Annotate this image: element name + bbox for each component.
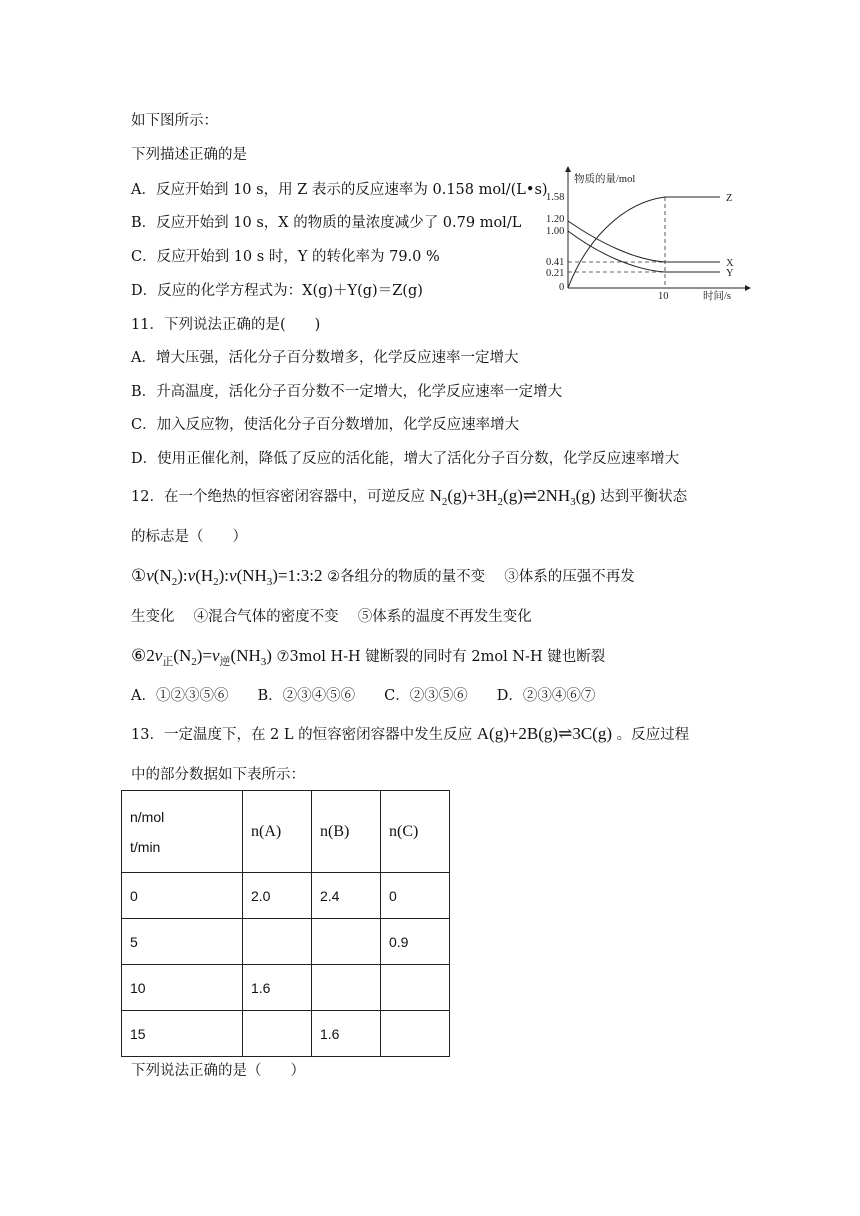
q12-item-line-3 bbox=[131, 646, 605, 668]
q11-option-a: A．增大压强，活化分子百分数增多，化学反应速率一定增大 bbox=[131, 350, 519, 366]
q11-option-c: C．加入反应物，使活化分子百分数增加，化学反应速率增大 bbox=[131, 417, 520, 433]
series-x-line bbox=[568, 221, 720, 262]
q12-equation: $N_2(g)+3H_2(g)\rightleftharpoons 2NH_3(g)$ bbox=[429, 486, 596, 508]
series-z-line bbox=[568, 197, 720, 288]
table-cell: 2.4 bbox=[312, 873, 381, 919]
table-row bbox=[122, 919, 450, 965]
q12-stem-start: 12．在一个绝热的恒容密闭容器中，可逆反应 bbox=[131, 489, 425, 505]
q12-stem-end: 达到平衡状态 bbox=[600, 489, 688, 505]
q12-answers: A．①②③⑤⑥ B．②③④⑤⑥ C．②③⑤⑥ D．②③④⑥⑦ bbox=[131, 688, 596, 704]
table-corner-header bbox=[122, 791, 243, 873]
table-header-row bbox=[122, 791, 450, 873]
series-y-line bbox=[568, 231, 720, 272]
table-cell: 2.0 bbox=[243, 873, 312, 919]
intro-text: 如下图所示： bbox=[131, 113, 218, 129]
amount-time-chart bbox=[540, 163, 755, 303]
table-cell bbox=[312, 919, 381, 965]
header-unit-mol: n/mol bbox=[130, 808, 165, 825]
q10-option-c: C．反应开始到 10 s 时，Y 的转化率为 79.0 % bbox=[131, 249, 440, 265]
q13-equation: A(g)+2B(g)⇌3C(g) bbox=[476, 724, 613, 743]
y-tick-100: 1.00 bbox=[546, 226, 565, 237]
table-row bbox=[122, 965, 450, 1011]
table-cell bbox=[312, 965, 381, 1011]
table-cell bbox=[381, 965, 450, 1011]
q10-option-b: B．反应开始到 10 s，X 的物质的量浓度减少了 0.79 mol/L bbox=[131, 215, 522, 231]
q12-items-2-3: ②各组分的物质的量不变 ③体系的压强不再发 bbox=[327, 569, 635, 585]
q11-option-b: B．升高温度，活化分子百分数不一定增大，化学反应速率一定增大 bbox=[131, 384, 563, 400]
column-header-b: n(B) bbox=[312, 791, 381, 873]
q10-option-d: D．反应的化学方程式为：X(g)＋Y(g)＝Z(g) bbox=[131, 283, 423, 299]
y-tick-120: 1.20 bbox=[546, 214, 565, 225]
q12-stem-2: 的标志是（ ） bbox=[131, 529, 247, 545]
table-cell: 5 bbox=[122, 919, 243, 965]
x-tick-10: 10 bbox=[658, 291, 669, 302]
table-row bbox=[122, 873, 450, 919]
table-cell bbox=[243, 919, 312, 965]
q12-rate-ratio: $①v(N_2):v(H_2):v(NH_3)=1:3:2$ bbox=[131, 566, 323, 588]
table-cell bbox=[243, 1011, 312, 1057]
series-z-label: Z bbox=[726, 193, 733, 204]
table-cell: 0.9 bbox=[381, 919, 450, 965]
series-x-label: X bbox=[726, 258, 734, 269]
table-cell: 1.6 bbox=[312, 1011, 381, 1057]
q13-data-table bbox=[121, 790, 450, 1057]
q12-stem bbox=[131, 486, 687, 508]
q10-option-a: A．反应开始到 10 s，用 Z 表示的反应速率为 0.158 mol/(L•s) bbox=[131, 182, 548, 198]
q11-stem: 11．下列说法正确的是( ) bbox=[131, 317, 321, 333]
x-axis-label: 时间/s bbox=[703, 291, 732, 302]
column-header-a: n(A) bbox=[243, 791, 312, 873]
q11-option-d: D．使用正催化剂，降低了反应的活化能，增大了活化分子百分数，化学反应速率增大 bbox=[131, 451, 680, 467]
y-tick-158: 1.58 bbox=[546, 192, 565, 203]
q13-stem bbox=[131, 724, 689, 745]
q13-stem-2: 中的部分数据如下表所示： bbox=[131, 767, 305, 783]
q12-item-line-2: 生变化 ④混合气体的密度不变 ⑤体系的温度不再发生变化 bbox=[131, 609, 532, 625]
q12-item-line-1 bbox=[131, 566, 635, 588]
q13-stem-start: 13．一定温度下，在 2 L 的恒容密闭容器中发生反应 bbox=[131, 727, 473, 743]
q12-item-7: ⑦3mol H-H 键断裂的同时有 2mol N-H 键也断裂 bbox=[276, 649, 606, 665]
column-header-c: n(C) bbox=[381, 791, 450, 873]
q12-rate-equality: $⑥2v_正(N_2)=v_逆(NH_3)$ bbox=[131, 646, 272, 668]
table-cell: 0 bbox=[381, 873, 450, 919]
q13-footer: 下列说法正确的是（ ） bbox=[131, 1063, 305, 1079]
q13-stem-end: 。反应过程 bbox=[616, 727, 690, 743]
origin-label: 0 bbox=[559, 282, 565, 293]
series-y-label: Y bbox=[726, 268, 734, 279]
y-axis-label: 物质的量/mol bbox=[574, 174, 636, 185]
table-cell: 1.6 bbox=[243, 965, 312, 1011]
header-unit-time: t/min bbox=[130, 838, 161, 855]
table-row bbox=[122, 1011, 450, 1057]
q10-stem: 下列描述正确的是 bbox=[131, 147, 247, 163]
table-cell: 0 bbox=[122, 873, 243, 919]
table-cell: 10 bbox=[122, 965, 243, 1011]
table-cell: 15 bbox=[122, 1011, 243, 1057]
table-cell bbox=[381, 1011, 450, 1057]
y-tick-021: 0.21 bbox=[546, 268, 565, 279]
y-tick-041: 0.41 bbox=[546, 257, 565, 268]
